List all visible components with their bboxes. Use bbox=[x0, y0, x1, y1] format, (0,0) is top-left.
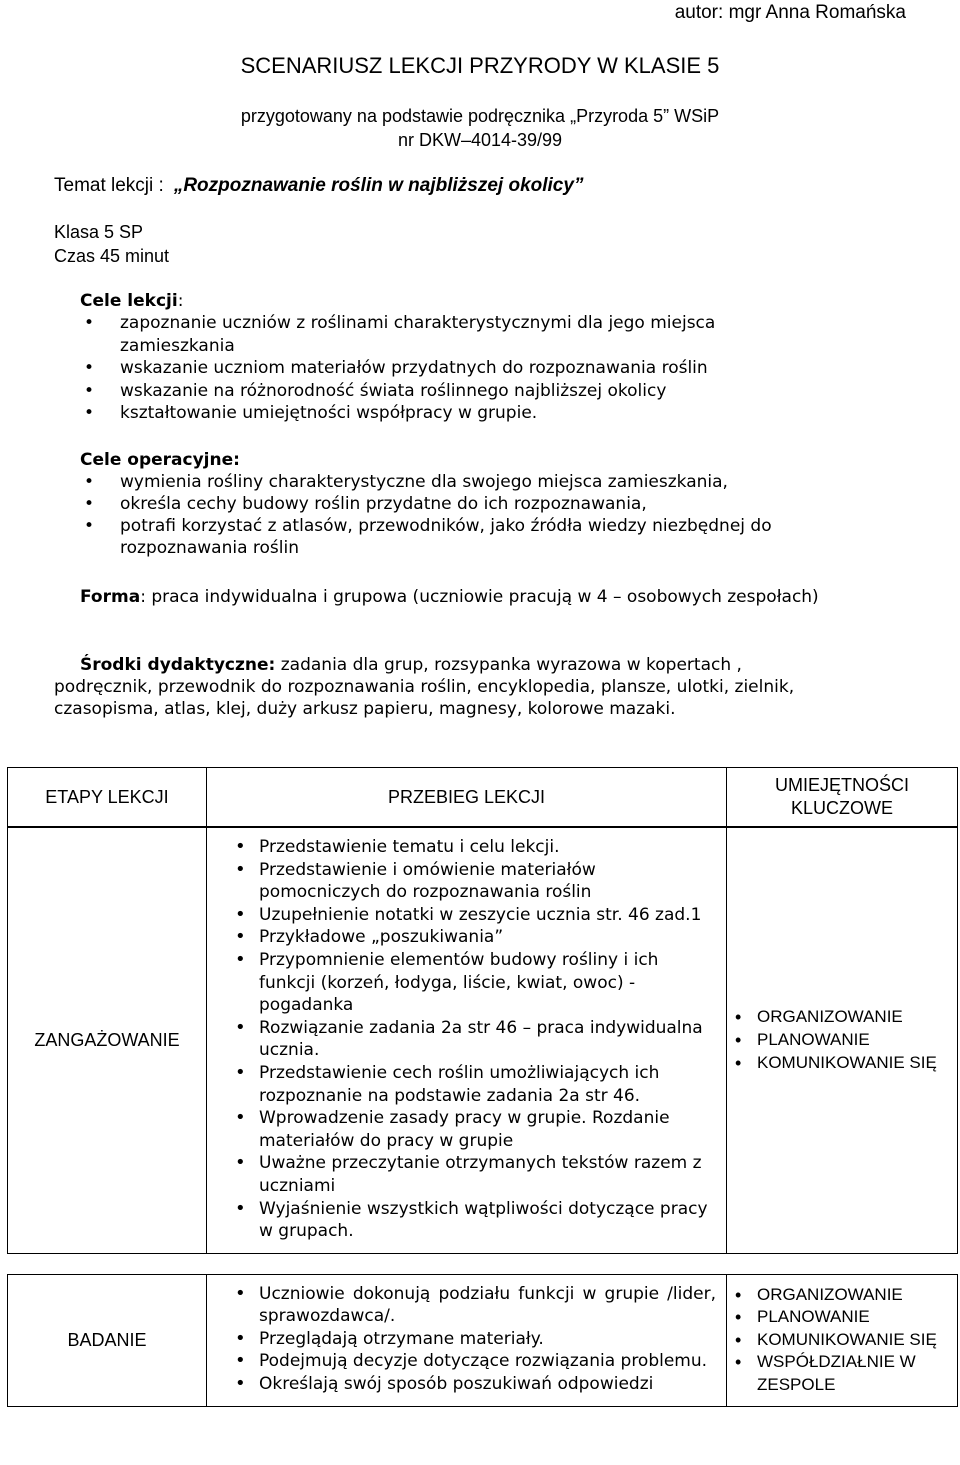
process-cell bbox=[207, 828, 727, 1254]
form-text: : praca indywidualna i grupowa (uczniowie pracują w 4 – osobowych zespołach) bbox=[140, 587, 819, 607]
skills-cell bbox=[727, 828, 958, 1254]
prepared-line-1: przygotowany na podstawie podręcznika „Przyroda 5” WSiP bbox=[240, 106, 720, 126]
skill-item: • KOMUNIKOWANIE SIĘ bbox=[727, 1329, 957, 1352]
prepared-line-2: nr DKW–4014-39/99 bbox=[397, 130, 563, 150]
skill-item: • WSPÓŁDZIAŁNIE W ZESPOLE bbox=[727, 1351, 957, 1396]
operational-goal-item: • wymienia rośliny charakterystyczne dla swojego miejsca zamieszkania, bbox=[80, 471, 870, 493]
process-step: • Określają swój sposób poszukiwań odpowiedzi bbox=[223, 1373, 716, 1396]
stage-cell: ZANGAŻOWANIE bbox=[8, 828, 207, 1254]
process-list bbox=[223, 1283, 716, 1396]
table-row bbox=[8, 1274, 958, 1406]
process-cell bbox=[207, 1274, 727, 1406]
skills-list bbox=[727, 1284, 957, 1397]
class-info: Klasa 5 SP bbox=[54, 222, 144, 242]
table-header-row bbox=[8, 768, 958, 827]
aids-text-line1: zadania dla grup, rozsypanka wyrazowa w kopertach , bbox=[275, 655, 742, 675]
process-step: • Podejmują decyzje dotyczące rozwiązania problemu. bbox=[223, 1350, 716, 1373]
stage-cell: BADANIE bbox=[8, 1274, 207, 1406]
operational-goals-heading: Cele operacyjne: bbox=[80, 450, 240, 470]
process-step: • Przedstawienie i omówienie materiałów pomocniczych do rozpoznawania roślin bbox=[223, 859, 716, 904]
time-info: Czas 45 minut bbox=[54, 246, 170, 266]
skill-item: • ORGANIZOWANIE bbox=[727, 1284, 957, 1307]
operational-goal-item: • potrafi korzystać z atlasów, przewodników, jako źródła wiedzy niezbędnej do rozpoznawania roślin bbox=[80, 515, 870, 559]
goals-heading: Cele lekcji bbox=[80, 291, 178, 311]
process-step: • Przedstawienie cech roślin umożliwiających ich rozpoznanie na podstawie zadania 2a str 46. bbox=[223, 1062, 716, 1107]
process-step: • Przykładowe „poszukiwania” bbox=[223, 926, 716, 949]
process-step: • Uważne przeczytanie otrzymanych tekstów razem z uczniami bbox=[223, 1152, 716, 1197]
lesson-table bbox=[7, 767, 958, 1407]
header-skills: UMIEJĘTNOŚCI KLUCZOWE bbox=[727, 768, 958, 827]
goal-item: • wskazanie na różnorodność świata roślinnego najbliższej okolicy bbox=[80, 380, 780, 403]
table-row-gap bbox=[8, 1253, 958, 1274]
process-list bbox=[223, 836, 716, 1243]
operational-goals bbox=[80, 449, 870, 559]
process-step: • Wprowadzenie zasady pracy w grupie. Rozdanie materiałów do pracy w grupie bbox=[223, 1107, 716, 1152]
process-step: • Przeglądają otrzymane materiały. bbox=[223, 1328, 716, 1351]
document-title: SCENARIUSZ LEKCJI PRZYRODY W KLASIE 5 bbox=[240, 53, 720, 78]
process-step: • Uzupełnienie notatki w zeszycie ucznia str. 46 zad.1 bbox=[223, 904, 716, 927]
goal-item: • zapoznanie uczniów z roślinami charakterystycznymi dla jego miejsca zamieszkania bbox=[80, 312, 780, 357]
process-step: • Przedstawienie tematu i celu lekcji. bbox=[223, 836, 716, 859]
goals-heading-colon: : bbox=[177, 291, 184, 311]
process-step: • Rozwiązanie zadania 2a str 46 – praca indywidualna ucznia. bbox=[223, 1017, 716, 1062]
goals-list bbox=[80, 312, 780, 425]
skill-item: • PLANOWANIE bbox=[727, 1306, 957, 1329]
aids-text-rest: podręcznik, przewodnik do rozpoznawania roślin, encyklopedia, plansze, ulotki, zielnik, czasopisma, atlas, klej, duży arkusz papieru, magnesy, kolorowe mazaki. bbox=[54, 677, 795, 719]
table-row bbox=[8, 828, 958, 1254]
header-process: PRZEBIEG LEKCJI bbox=[207, 768, 727, 827]
process-step: • Przypomnienie elementów budowy rośliny i ich funkcji (korzeń, łodyga, liście, kwiat, owoc) - pogadanka bbox=[223, 949, 716, 1017]
operational-goals-list bbox=[80, 471, 870, 559]
aids-label: Środki dydaktyczne: bbox=[80, 655, 276, 675]
header-stages: ETAPY LEKCJI bbox=[8, 768, 207, 827]
lesson-form bbox=[80, 586, 820, 608]
skill-item: • ORGANIZOWANIE bbox=[727, 1006, 957, 1029]
topic-value: „Rozpoznawanie roślin w najbliższej okolicy” bbox=[173, 175, 584, 196]
skill-item: • KOMUNIKOWANIE SIĘ bbox=[727, 1052, 957, 1075]
goal-item: • kształtowanie umiejętności współpracy w grupie. bbox=[80, 402, 780, 425]
process-step: • Wyjaśnienie wszystkich wątpliwości dotyczące pracy w grupach. bbox=[223, 1198, 716, 1243]
skills-list bbox=[727, 1006, 957, 1074]
operational-goal-item: • określa cechy budowy roślin przydatne do ich rozpoznawania, bbox=[80, 493, 870, 515]
process-step: • Uczniowie dokonują podziału funkcji w grupie /lider, sprawozdawca/. bbox=[223, 1283, 716, 1328]
teaching-aids bbox=[54, 654, 904, 720]
goal-item: • wskazanie uczniom materiałów przydatnych do rozpoznawania roślin bbox=[80, 357, 780, 380]
topic-label: Temat lekcji : bbox=[54, 175, 164, 196]
skill-item: • PLANOWANIE bbox=[727, 1029, 957, 1052]
form-label: Forma bbox=[80, 587, 141, 607]
skills-cell bbox=[727, 1274, 958, 1406]
lesson-topic bbox=[54, 175, 583, 197]
lesson-goals bbox=[80, 290, 780, 425]
author-line: autor: mgr Anna Romańska bbox=[674, 2, 906, 23]
